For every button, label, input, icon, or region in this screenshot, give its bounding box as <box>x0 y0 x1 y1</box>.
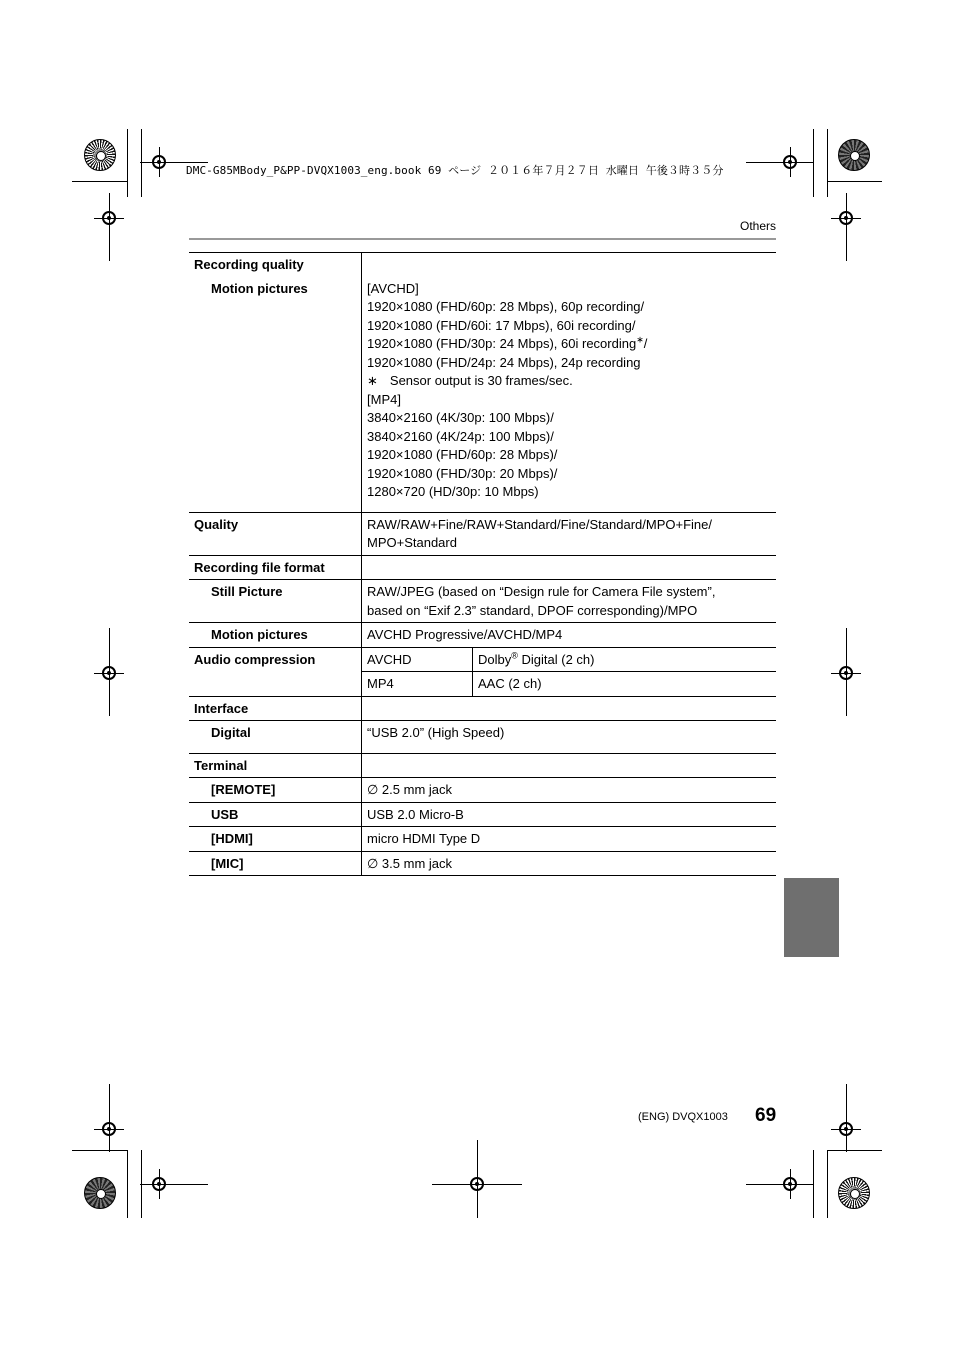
spec-table <box>189 252 776 876</box>
row-label: Terminal <box>189 753 362 778</box>
row-label: USB <box>189 802 362 827</box>
row-value: “USB 2.0” (High Speed) <box>362 721 777 754</box>
audio-format-value: AAC (2 ch) <box>473 672 777 697</box>
row-label: Motion pictures <box>189 623 362 648</box>
spec-line <box>367 335 771 354</box>
row-label: Audio compression <box>189 647 362 696</box>
spec-line: RAW/JPEG (based on “Design rule for Camera File system”, <box>367 584 716 599</box>
registration-target-icon <box>102 1122 116 1136</box>
registration-target-icon <box>152 1177 166 1191</box>
spec-line: 1920×1080 (FHD/24p: 24 Mbps), 24p recording <box>367 354 641 370</box>
row-label: [MIC] <box>189 851 362 876</box>
table-row <box>189 512 776 555</box>
row-value: ∅ 2.5 mm jack <box>362 778 777 803</box>
spec-line: 3840×2160 (4K/30p: 100 Mbps)/ <box>367 410 554 425</box>
spec-line: 1280×720 (HD/30p: 10 Mbps) <box>367 484 539 499</box>
spec-line: 1920×1080 (FHD/60p: 28 Mbps)/ <box>367 447 558 462</box>
table-row <box>189 555 776 580</box>
registration-wheel-icon <box>838 1177 870 1209</box>
audio-codec-text: Dolby <box>478 651 512 667</box>
table-row <box>189 580 776 623</box>
spec-line-slash: / <box>643 336 648 351</box>
table-row <box>189 277 776 513</box>
footnote-marker: ∗ <box>636 334 644 345</box>
quality-value <box>362 512 777 555</box>
registered-mark: ® <box>511 650 518 661</box>
table-row <box>189 647 776 672</box>
row-value: ∅ 3.5 mm jack <box>362 851 777 876</box>
registration-target-icon <box>839 1122 853 1136</box>
registration-target-icon <box>470 1177 484 1191</box>
row-value: micro HDMI Type D <box>362 827 777 852</box>
table-row <box>189 851 776 876</box>
audio-format-label: MP4 <box>362 672 473 697</box>
registration-wheel-icon <box>84 1177 116 1209</box>
spec-line: 3840×2160 (4K/24p: 100 Mbps)/ <box>367 428 554 444</box>
motion-pictures-quality-value <box>362 277 777 513</box>
spec-line: 1920×1080 (FHD/60i: 17 Mbps), 60i recording/ <box>367 317 636 333</box>
row-value: USB 2.0 Micro-B <box>362 802 777 827</box>
table-row <box>189 802 776 827</box>
row-label: Interface <box>189 696 362 721</box>
section-title: Others <box>739 219 776 233</box>
spec-line: 1920×1080 (FHD/30p: 20 Mbps)/ <box>367 465 558 481</box>
registration-target-icon <box>102 211 116 225</box>
table-row <box>189 721 776 754</box>
spec-line: 1920×1080 (FHD/60p: 28 Mbps), 60p recording/ <box>367 299 645 314</box>
row-label: Digital <box>189 721 362 754</box>
registration-wheel-icon <box>84 139 116 171</box>
table-row <box>189 827 776 852</box>
table-row <box>189 778 776 803</box>
spec-line-text: 1920×1080 (FHD/30p: 24 Mbps), 60i recording <box>367 336 637 351</box>
row-label: Still Picture <box>189 580 362 623</box>
document-code: (ENG) DVQX1003 <box>638 1111 728 1123</box>
spec-line: based on “Exif 2.3” standard, DPOF corresponding)/MPO <box>367 602 698 618</box>
registration-target-icon <box>102 666 116 680</box>
spec-line: [AVCHD] <box>367 280 419 296</box>
registration-target-icon <box>152 155 166 169</box>
footnote-marker: ∗ <box>367 373 378 388</box>
table-row <box>189 696 776 721</box>
chapter-tab <box>784 878 839 957</box>
registration-wheel-icon <box>838 139 870 171</box>
row-label: Motion pictures <box>189 277 362 513</box>
audio-codec-text: Digital (2 ch) <box>517 651 595 667</box>
spec-line: MPO+Standard <box>367 535 457 550</box>
footnote-line <box>367 372 771 391</box>
table-row <box>189 753 776 778</box>
row-label: Recording file format <box>189 555 362 580</box>
spec-line: [MP4] <box>367 391 401 407</box>
header-rule <box>189 238 776 240</box>
row-value: AVCHD Progressive/AVCHD/MP4 <box>362 623 777 648</box>
spec-line: RAW/RAW+Fine/RAW+Standard/Fine/Standard/MPO+Fine/ <box>367 516 712 532</box>
registration-target-icon <box>839 211 853 225</box>
row-label: [HDMI] <box>189 827 362 852</box>
still-picture-value <box>362 580 777 623</box>
registration-target-icon <box>783 155 797 169</box>
table-row <box>189 623 776 648</box>
registration-target-icon <box>783 1177 797 1191</box>
print-file-info: DMC-G85MBody_P&PP-DVQX1003_eng.book 69 ページ ２０１６年７月２７日 水曜日 午後３時３５分 <box>186 164 724 177</box>
table-row <box>189 253 776 277</box>
row-label: Quality <box>189 512 362 555</box>
row-label: Recording quality <box>189 253 362 277</box>
audio-format-value <box>473 647 777 672</box>
registration-target-icon <box>839 666 853 680</box>
audio-format-label: AVCHD <box>362 647 473 672</box>
footnote-text: Sensor output is 30 frames/sec. <box>389 373 573 388</box>
page-number: 69 <box>755 1105 777 1126</box>
row-label: [REMOTE] <box>189 778 362 803</box>
